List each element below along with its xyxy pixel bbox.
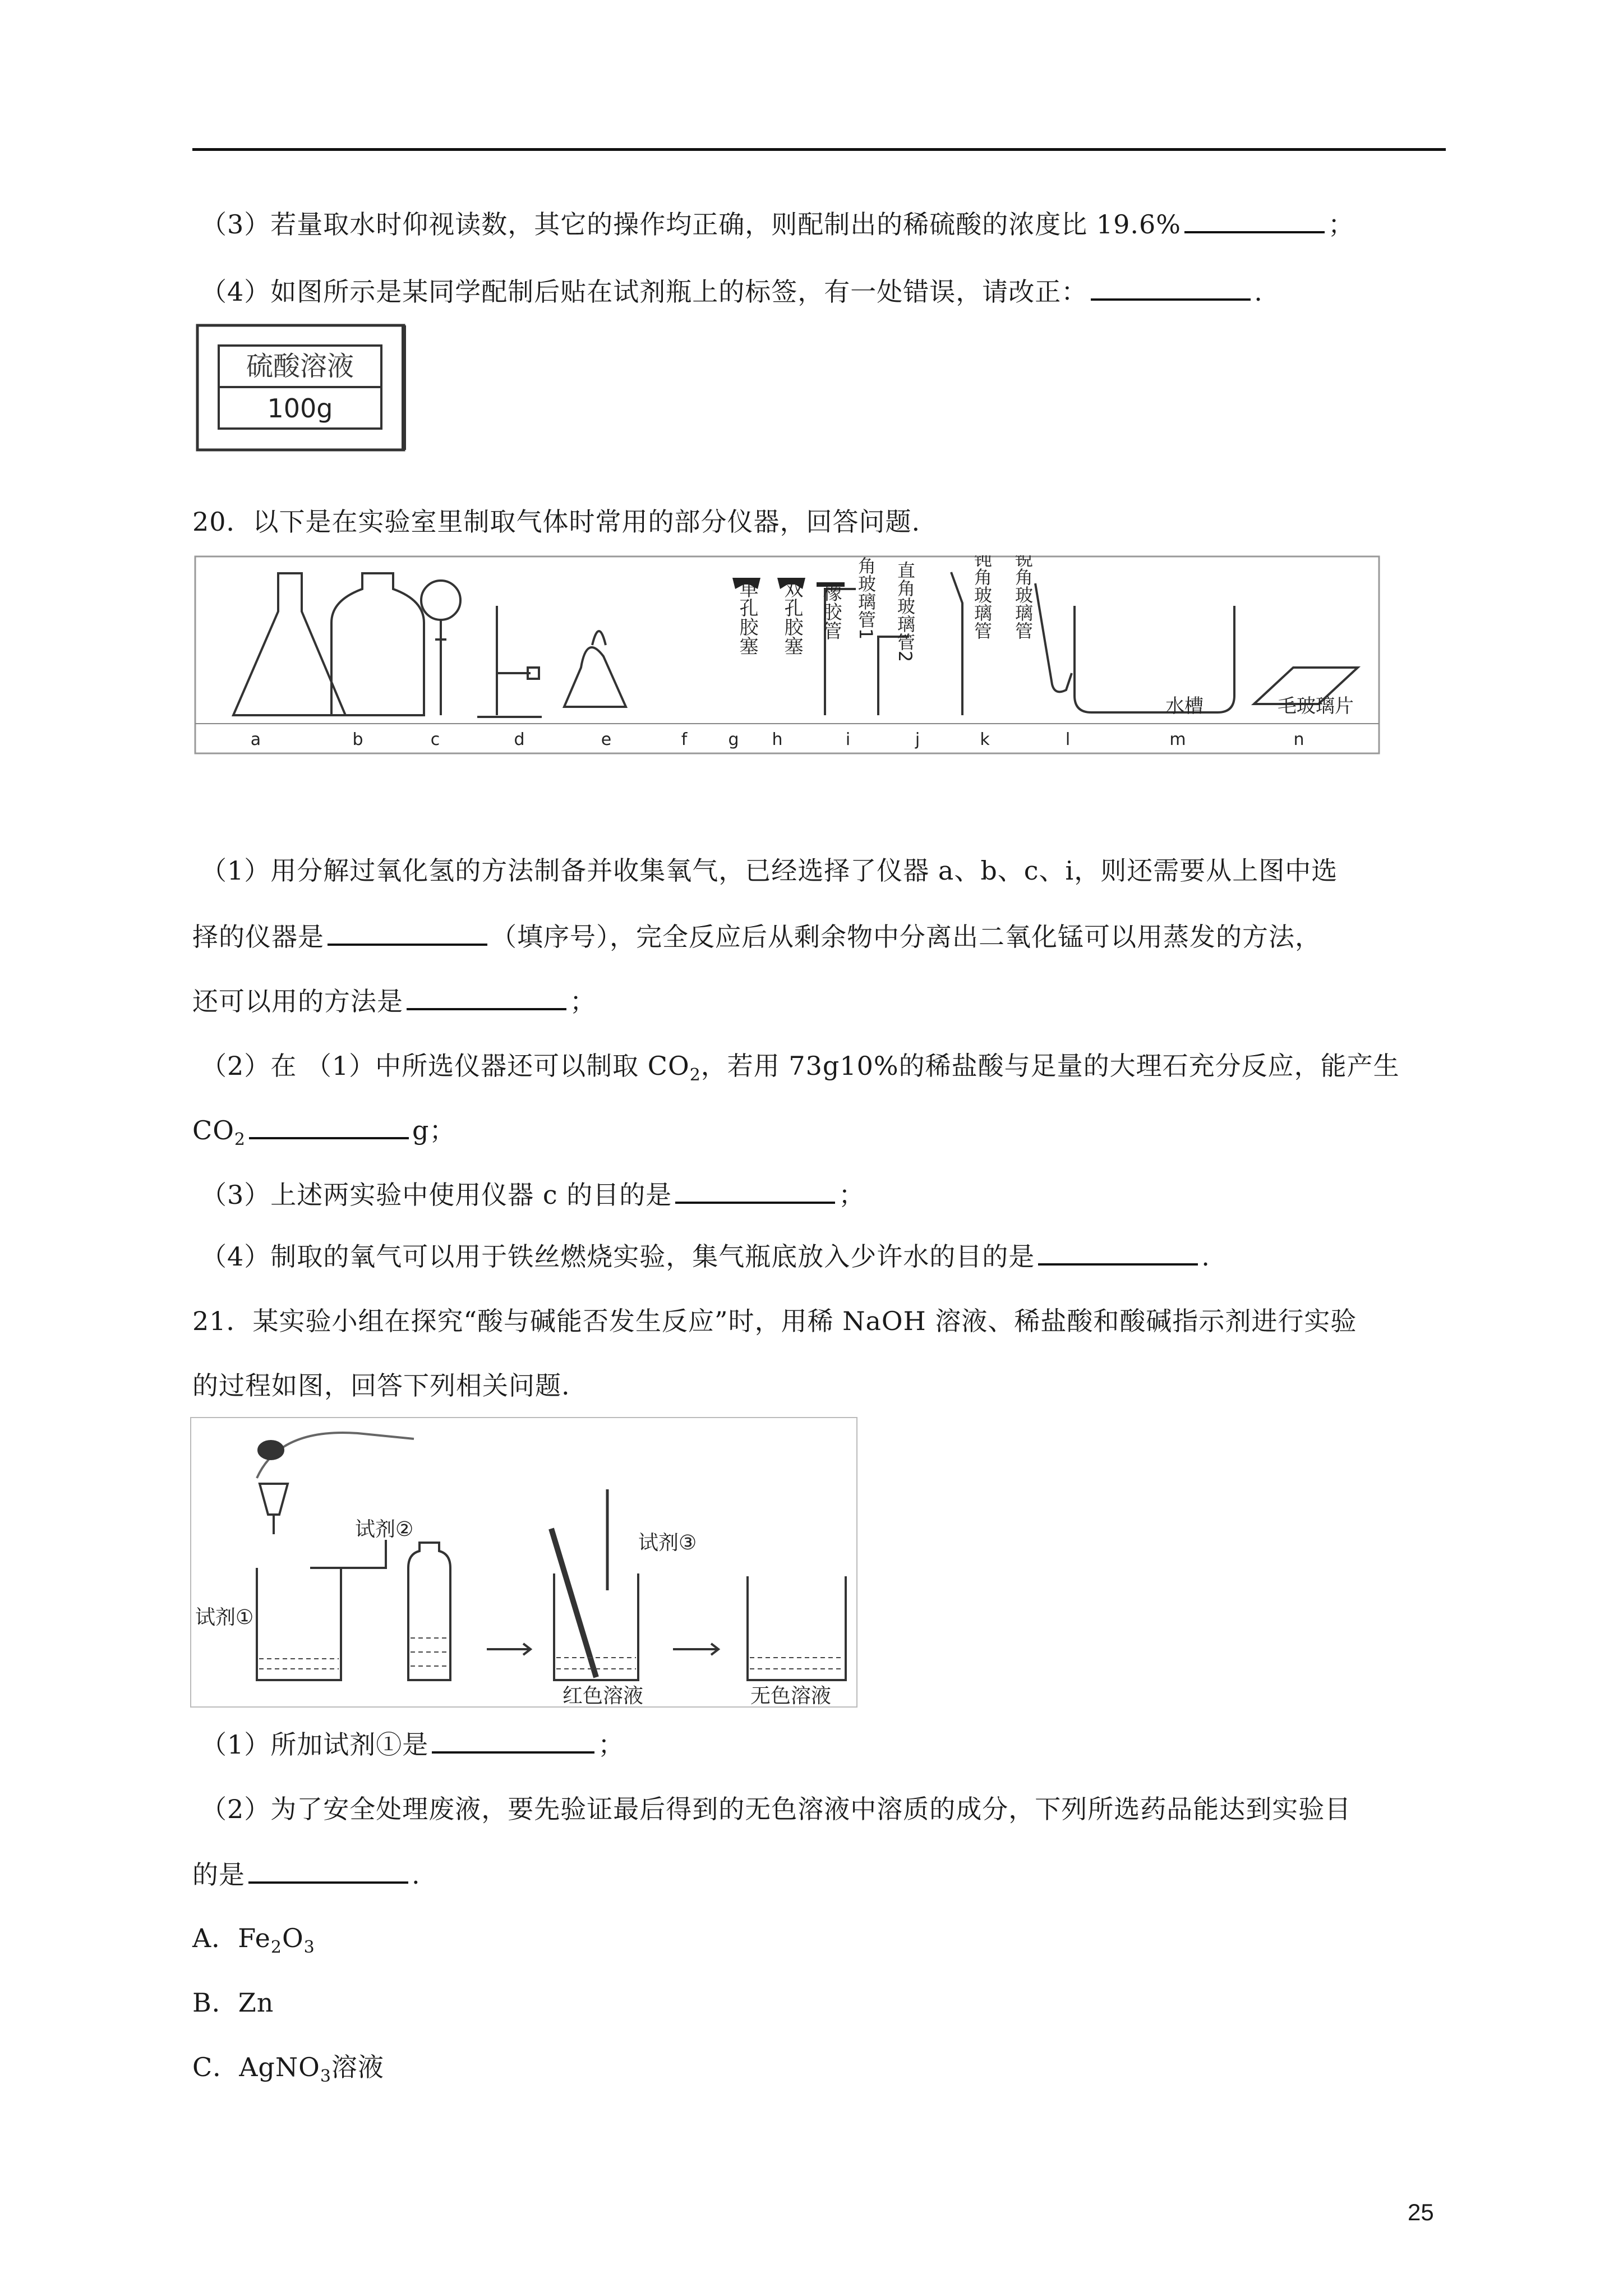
answer-blank[interactable] (407, 986, 566, 1010)
letter-i: i (845, 730, 851, 749)
answer-blank[interactable] (432, 1729, 594, 1754)
header-rule (192, 148, 1446, 151)
gas-bottle-icon (331, 573, 424, 715)
apparatus-label-l: 锐角玻璃管 (1012, 555, 1034, 639)
letter-c: c (430, 730, 440, 749)
letter-e: e (601, 730, 612, 749)
q21-stem-line1: 21．某实验小组在探究“酸与碱能否发生反应”时，用稀 NaOH 溶液、稀盐酸和酸碱指示剂进行实验 (192, 1306, 1357, 1336)
q20-part3: （3）上述两实验中使用仪器 c 的目的是 ； (201, 1180, 865, 1210)
answer-blank[interactable] (1184, 209, 1325, 233)
letter-f: f (681, 730, 688, 749)
letter-n: n (1293, 730, 1304, 749)
letter-m: m (1169, 730, 1186, 749)
reagent-label-figure (195, 323, 408, 453)
alcohol-lamp-icon (564, 647, 626, 707)
apparatus-label-n: 毛玻璃片 (1278, 695, 1354, 717)
q19-part4: （4）如图所示是某同学配制后贴在试剂瓶上的标签，有一处错误，请改正： . (201, 277, 1263, 307)
q20-part1-line1: （1）用分解过氧化氢的方法制备并收集氧气，已经选择了仪器 a、b、c、i，则还需要从上图中选 (201, 855, 1338, 886)
apparatus-label-i: 直角玻璃管1 (855, 555, 877, 640)
apparatus-figure (194, 555, 1380, 754)
conical-flask-icon (233, 573, 345, 715)
reagent3-label: 试剂③ (638, 1531, 697, 1554)
page-number: 25 (1408, 2199, 1434, 2225)
q20-stem: 20．以下是在实验室里制取气体时常用的部分仪器，回答问题. (192, 507, 921, 537)
stirring-rod-icon (551, 1529, 596, 1677)
separatory-funnel-icon (421, 581, 460, 620)
dropper-bottle-icon (260, 1484, 288, 1515)
q20-part2-line2: $CO_2$ g； (192, 1115, 456, 1150)
beaker-icon (748, 1576, 846, 1680)
apparatus-label-m: 水槽 (1165, 695, 1204, 717)
apparatus-label-g: 双孔胶塞 (781, 579, 803, 655)
letter-g: g (728, 730, 739, 749)
q21-part1: （1）所加试剂①是 ； (201, 1729, 625, 1760)
colorless-solution-label: 无色溶液 (750, 1685, 832, 1708)
q21-part2-line1: （2）为了安全处理废液，要先验证最后得到的无色溶液中溶质的成分，下列所选药品能达到实验目 (201, 1794, 1352, 1824)
q20-part2-line1: （2）在 （1）中所选仪器还可以制取 $CO_2$，若用 73g10%的稀盐酸与足量的大理石充分反应，能产生 (201, 1051, 1400, 1085)
q20-part1-line2: 择的仪器是 （填序号），完全反应后从剩余物中分离出二氧化锰可以用蒸发的方法， (192, 922, 1321, 952)
answer-blank[interactable] (675, 1179, 835, 1204)
beaker-icon (257, 1568, 341, 1680)
answer-blank[interactable] (1038, 1241, 1198, 1266)
apparatus-label-j: 直角玻璃管2 (895, 560, 916, 662)
apparatus-label-h: 橡胶管 (819, 583, 842, 640)
reagent-bottle-icon (408, 1543, 450, 1680)
letter-h: h (772, 730, 783, 749)
q19-part3: （3）若量取水时仰视读数，其它的操作均正确，则配制出的稀硫酸的浓度比 19.6% ； (201, 209, 1355, 240)
reagent1-label: 试剂① (195, 1606, 254, 1629)
letter-j: j (915, 730, 920, 749)
answer-blank[interactable] (248, 1859, 408, 1884)
obtuse-tube-icon (951, 572, 962, 715)
label-mass: 100g (267, 393, 333, 424)
beaker-icon (554, 1573, 638, 1680)
q20-part1-line3: 还可以用的方法是 ； (192, 986, 596, 1016)
option-b[interactable]: B．Zn (192, 1987, 274, 2018)
water-trough-icon (1075, 606, 1234, 712)
reagent2-label: 试剂② (355, 1518, 414, 1541)
apparatus-label-k: 钝角玻璃管 (971, 555, 993, 639)
letter-d: d (514, 730, 525, 749)
option-a[interactable]: A．$Fe_2O_3$ (192, 1923, 315, 1958)
label-title: 硫酸溶液 (246, 351, 354, 382)
letter-b: b (352, 730, 363, 749)
letter-l: l (1065, 730, 1071, 749)
apparatus-label-f: 单孔胶塞 (736, 579, 758, 655)
answer-blank[interactable] (1091, 276, 1251, 301)
answer-blank[interactable] (249, 1115, 409, 1139)
q21-part2-line2: 的是 . (192, 1860, 421, 1890)
answer-blank[interactable] (328, 921, 487, 946)
letter-a: a (250, 730, 261, 749)
acute-tube-icon (1035, 583, 1072, 692)
q20-part4: （4）制取的氧气可以用于铁丝燃烧实验，集气瓶底放入少许水的目的是 . (201, 1241, 1210, 1272)
option-c[interactable]: C．AgNO$_3$溶液 (192, 2052, 384, 2087)
red-solution-label: 红色溶液 (562, 1685, 644, 1708)
q21-stem-line2: 的过程如图，回答下列相关问题. (192, 1370, 570, 1401)
letter-k: k (980, 730, 990, 749)
experiment-figure (190, 1416, 858, 1708)
